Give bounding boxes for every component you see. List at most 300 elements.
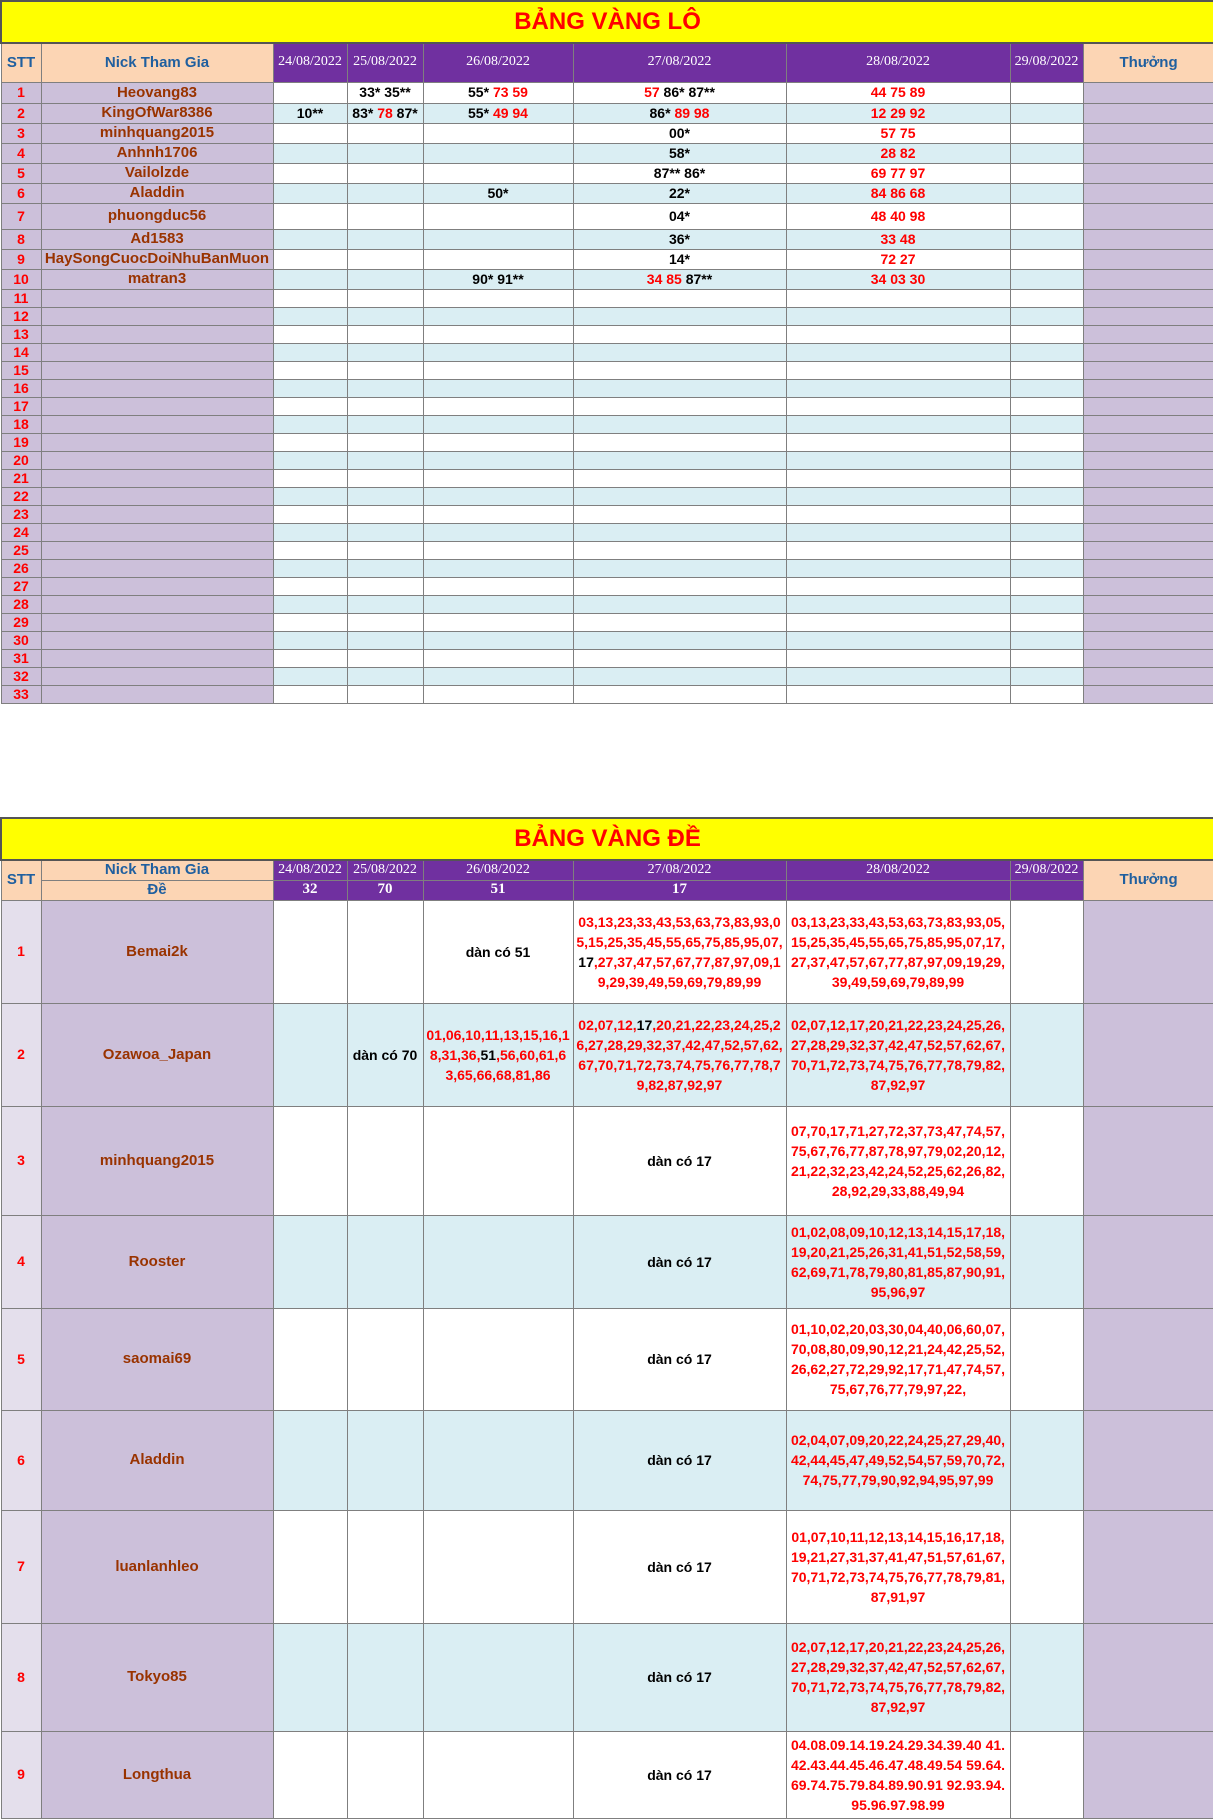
date-cell	[573, 183, 786, 203]
date-cell	[786, 103, 1010, 123]
date-cell	[573, 631, 786, 649]
date-cell	[273, 325, 347, 343]
date-cell	[786, 559, 1010, 577]
date-cell	[1010, 523, 1083, 541]
date-cell	[573, 379, 786, 397]
cell-segment: 55*	[468, 104, 493, 121]
cell-segment: 51	[480, 1046, 497, 1063]
nick-cell: saomai69	[41, 1308, 273, 1410]
stt-cell: 8	[1, 229, 41, 249]
date-cell	[1010, 415, 1083, 433]
date-cell	[273, 1308, 347, 1410]
date-cell	[1010, 649, 1083, 667]
date-cell	[347, 379, 423, 397]
date-cell	[423, 487, 573, 505]
stt-cell: 21	[1, 469, 41, 487]
lo-table-row	[1, 523, 1213, 541]
date-cell	[347, 361, 423, 379]
date-cell	[273, 1731, 347, 1818]
nick-cell	[41, 433, 273, 451]
nick-cell: KingOfWar8386	[41, 103, 273, 123]
date-cell	[1010, 325, 1083, 343]
date-cell	[1010, 667, 1083, 685]
prize-cell	[1083, 379, 1213, 397]
date-cell	[573, 1510, 786, 1623]
date-cell	[423, 325, 573, 343]
cell-segment: 04*	[668, 207, 691, 224]
lo-header-date: 24/08/2022	[273, 43, 347, 82]
prize-cell	[1083, 433, 1213, 451]
cell-segment: 03,13,23,33,43,53,63,73,83,93,05,15,25,35,45,55,65,75,85,95,07,17,27,37,47,57,67,77,87,97,09,19,29,39,49,59,69,79,89,99	[790, 913, 1006, 990]
date-cell	[1010, 289, 1083, 307]
cell-segment: 50*	[487, 184, 509, 201]
stt-cell: 25	[1, 541, 41, 559]
cell-segment: 55*	[468, 84, 493, 101]
date-cell	[1010, 1623, 1083, 1731]
date-cell	[786, 143, 1010, 163]
stt-cell: 7	[1, 1510, 41, 1623]
date-cell	[573, 559, 786, 577]
date-cell	[573, 469, 786, 487]
date-cell	[347, 900, 423, 1003]
date-cell	[786, 1003, 1010, 1106]
cell-segment: ,27,37,47,57,67,77,87,97,09,19,29,39,49,59,69,79,89,99	[593, 953, 781, 990]
lo-table-row	[1, 631, 1213, 649]
cell-segment: 07,70,17,71,27,72,37,73,47,74,57,75,67,76,77,87,78,97,79,02,20,12,21,22,32,23,42,24,52,25,62,26,82,28,92,29,33,88,49,94	[790, 1122, 1006, 1199]
date-cell	[1010, 685, 1083, 703]
lo-table-row	[1, 143, 1213, 163]
date-cell	[273, 451, 347, 469]
cell-segment: 17	[578, 953, 594, 970]
cell-segment: dàn có 51	[465, 943, 531, 960]
date-cell	[423, 361, 573, 379]
date-cell	[1010, 577, 1083, 595]
prize-cell	[1083, 343, 1213, 361]
date-cell	[347, 559, 423, 577]
de-header-date: 26/08/2022	[423, 860, 573, 880]
date-cell	[347, 1106, 423, 1215]
lo-table-row	[1, 451, 1213, 469]
prize-cell	[1083, 103, 1213, 123]
date-cell	[347, 505, 423, 523]
date-cell	[423, 649, 573, 667]
date-cell	[786, 123, 1010, 143]
date-cell	[1010, 1215, 1083, 1308]
de-header-date: 25/08/2022	[347, 860, 423, 880]
stt-cell: 2	[1, 1003, 41, 1106]
stt-cell: 11	[1, 289, 41, 307]
date-cell	[786, 1623, 1010, 1731]
date-cell	[423, 143, 573, 163]
nick-cell: Bemai2k	[41, 900, 273, 1003]
de-table-row	[1, 1215, 1213, 1308]
date-cell	[273, 469, 347, 487]
date-cell	[423, 203, 573, 229]
date-cell	[423, 1003, 573, 1106]
date-cell	[1010, 1106, 1083, 1215]
lo-table-row	[1, 183, 1213, 203]
nick-cell	[41, 667, 273, 685]
date-cell	[347, 595, 423, 613]
stt-cell: 29	[1, 613, 41, 631]
date-cell	[1010, 451, 1083, 469]
cell-segment: 33 48	[880, 230, 916, 247]
stt-cell: 4	[1, 143, 41, 163]
de-header-date: 24/08/2022	[273, 860, 347, 880]
cell-segment: 49 94	[492, 104, 528, 121]
stt-cell: 26	[1, 559, 41, 577]
de-header-date: 29/08/2022	[1010, 860, 1083, 880]
stt-cell: 7	[1, 203, 41, 229]
prize-cell	[1083, 1731, 1213, 1818]
date-cell	[573, 123, 786, 143]
nick-cell: minhquang2015	[41, 1106, 273, 1215]
lo-table-row	[1, 307, 1213, 325]
date-cell	[786, 433, 1010, 451]
date-cell	[423, 415, 573, 433]
date-cell	[573, 1215, 786, 1308]
date-cell	[273, 343, 347, 361]
cell-segment: dàn có 70	[352, 1046, 418, 1063]
date-cell	[273, 1215, 347, 1308]
cell-segment: dàn có 17	[647, 1669, 712, 1685]
cell-segment: dàn có 17	[647, 1351, 712, 1367]
date-cell	[573, 343, 786, 361]
cell-segment: dàn có 17	[647, 1558, 712, 1575]
date-cell	[1010, 143, 1083, 163]
prize-cell	[1083, 143, 1213, 163]
cell-segment: 58*	[668, 144, 691, 161]
date-cell	[786, 415, 1010, 433]
de-result	[1010, 880, 1083, 900]
date-cell	[273, 183, 347, 203]
date-cell	[273, 433, 347, 451]
prize-cell	[1083, 325, 1213, 343]
nick-cell: Heovang83	[41, 82, 273, 103]
date-cell	[1010, 631, 1083, 649]
cell-segment: 44 75 89	[870, 84, 926, 101]
date-cell	[347, 307, 423, 325]
date-cell	[347, 613, 423, 631]
nick-cell	[41, 307, 273, 325]
date-cell	[347, 325, 423, 343]
de-result: 51	[423, 880, 573, 900]
date-cell	[273, 1106, 347, 1215]
date-cell	[347, 82, 423, 103]
date-cell	[573, 203, 786, 229]
nick-cell: minhquang2015	[41, 123, 273, 143]
date-cell	[1010, 559, 1083, 577]
stt-cell: 6	[1, 183, 41, 203]
lo-table-row	[1, 469, 1213, 487]
nick-cell	[41, 613, 273, 631]
lo-table-row	[1, 397, 1213, 415]
date-cell	[347, 487, 423, 505]
date-cell	[1010, 103, 1083, 123]
date-cell	[1010, 343, 1083, 361]
nick-cell	[41, 469, 273, 487]
stt-cell: 15	[1, 361, 41, 379]
date-cell	[786, 523, 1010, 541]
date-cell	[423, 103, 573, 123]
de-result	[786, 880, 1010, 900]
date-cell	[347, 1215, 423, 1308]
nick-cell: Ad1583	[41, 229, 273, 249]
date-cell	[786, 203, 1010, 229]
date-cell	[423, 307, 573, 325]
nick-cell	[41, 505, 273, 523]
date-cell	[573, 307, 786, 325]
date-cell	[786, 397, 1010, 415]
date-cell	[786, 379, 1010, 397]
de-table-row	[1, 1308, 1213, 1410]
cell-segment: 04.08.09.14.19.24.29.34.39.40 41.42.43.44.45.46.47.48.49.54 59.64.69.74.75.79.84.89.90.91 92.93.94.95.96.97.98.99	[790, 1736, 1006, 1813]
date-cell	[786, 343, 1010, 361]
cell-segment: dàn có 17	[647, 1152, 712, 1169]
de-table-row	[1, 900, 1213, 1003]
date-cell	[423, 667, 573, 685]
cell-segment: 87**	[685, 270, 713, 287]
cell-segment: 01,06,10,11,13,15,16,18,31,36,	[426, 1026, 570, 1063]
date-cell	[273, 900, 347, 1003]
date-cell	[786, 1731, 1010, 1818]
cell-segment: 02,04,07,09,20,22,24,25,27,29,40,42,44,45,47,49,52,54,57,59,70,72,74,75,77,79,90,92,94,95,97,99	[790, 1432, 1006, 1488]
nick-cell	[41, 595, 273, 613]
nick-cell	[41, 379, 273, 397]
date-cell	[423, 163, 573, 183]
date-cell	[786, 595, 1010, 613]
prize-cell	[1083, 523, 1213, 541]
lo-table-row	[1, 379, 1213, 397]
prize-cell	[1083, 595, 1213, 613]
de-title: BẢNG VÀNG ĐỀ	[1, 818, 1213, 860]
stt-cell: 12	[1, 307, 41, 325]
date-cell	[347, 1510, 423, 1623]
date-cell	[573, 1410, 786, 1510]
date-cell	[573, 1308, 786, 1410]
date-cell	[573, 451, 786, 469]
lo-header-date: 25/08/2022	[347, 43, 423, 82]
date-cell	[423, 1106, 573, 1215]
cell-segment: 33* 35**	[359, 84, 411, 101]
date-cell	[1010, 82, 1083, 103]
date-cell	[273, 249, 347, 269]
nick-cell	[41, 541, 273, 559]
date-cell	[273, 82, 347, 103]
date-cell	[786, 269, 1010, 289]
date-cell	[1010, 123, 1083, 143]
nick-cell	[41, 649, 273, 667]
stt-cell: 16	[1, 379, 41, 397]
nick-cell: Aladdin	[41, 1410, 273, 1510]
nick-cell	[41, 343, 273, 361]
lo-title: BẢNG VÀNG LÔ	[1, 1, 1213, 43]
date-cell	[273, 1410, 347, 1510]
date-cell	[347, 433, 423, 451]
lo-header-stt: STT	[1, 43, 41, 82]
date-cell	[347, 203, 423, 229]
date-cell	[273, 487, 347, 505]
cell-segment: dàn có 17	[647, 1253, 712, 1270]
de-header-date: 27/08/2022	[573, 860, 786, 880]
lo-table-row	[1, 343, 1213, 361]
stt-cell: 30	[1, 631, 41, 649]
cell-segment: ,56,60,61,63,65,66,68,81,86	[445, 1046, 567, 1083]
prize-cell	[1083, 1410, 1213, 1510]
cell-segment: 83*	[352, 104, 378, 121]
cell-segment: ,20,21,22,23,24,25,26,27,28,29,32,37,42,47,52,57,62,67,70,71,72,73,74,75,76,77,78,79,82,87,92,97	[576, 1016, 783, 1093]
cell-segment: 72 27	[880, 250, 916, 267]
nick-cell	[41, 451, 273, 469]
prize-cell	[1083, 123, 1213, 143]
date-cell	[423, 469, 573, 487]
date-cell	[786, 900, 1010, 1003]
date-cell	[786, 685, 1010, 703]
cell-segment: 02,07,12,17,20,21,22,23,24,25,26,27,28,29,32,37,42,47,52,57,62,67,70,71,72,73,74,75,76,77,78,79,82,87,92,97	[790, 1016, 1006, 1093]
date-cell	[423, 1510, 573, 1623]
prize-cell	[1083, 469, 1213, 487]
date-cell	[573, 415, 786, 433]
prize-cell	[1083, 397, 1213, 415]
date-cell	[423, 229, 573, 249]
date-cell	[786, 1308, 1010, 1410]
date-cell	[423, 900, 573, 1003]
date-cell	[273, 307, 347, 325]
date-cell	[573, 103, 786, 123]
date-cell	[1010, 361, 1083, 379]
date-cell	[573, 269, 786, 289]
date-cell	[423, 559, 573, 577]
de-header-prize: Thưởng	[1083, 860, 1213, 900]
date-cell	[423, 1410, 573, 1510]
date-cell	[423, 433, 573, 451]
lo-table-row	[1, 433, 1213, 451]
nick-cell: Ozawoa_Japan	[41, 1003, 273, 1106]
cell-segment: 86*	[649, 104, 675, 121]
stt-cell: 1	[1, 900, 41, 1003]
cell-segment: 84 86 68	[870, 184, 926, 201]
date-cell	[786, 1410, 1010, 1510]
date-cell	[573, 505, 786, 523]
prize-cell	[1083, 183, 1213, 203]
date-cell	[423, 249, 573, 269]
date-cell	[423, 123, 573, 143]
lo-table-row	[1, 289, 1213, 307]
date-cell	[786, 289, 1010, 307]
date-cell	[347, 451, 423, 469]
prize-cell	[1083, 541, 1213, 559]
cell-segment: 28 82	[880, 144, 916, 161]
de-result: 70	[347, 880, 423, 900]
date-cell	[347, 649, 423, 667]
date-cell	[573, 1003, 786, 1106]
date-cell	[786, 163, 1010, 183]
date-cell	[423, 397, 573, 415]
date-cell	[786, 451, 1010, 469]
cell-segment: 87*	[396, 104, 418, 121]
cell-segment: 73 59	[492, 84, 528, 101]
date-cell	[347, 1308, 423, 1410]
de-header-nick: Nick Tham Gia	[41, 860, 273, 880]
date-cell	[347, 183, 423, 203]
cell-segment: 48 40 98	[870, 207, 926, 224]
date-cell	[347, 685, 423, 703]
de-header-stt: STT	[1, 860, 41, 900]
date-cell	[1010, 541, 1083, 559]
cell-segment: 00*	[668, 124, 691, 141]
date-cell	[1010, 307, 1083, 325]
date-cell	[1010, 1510, 1083, 1623]
date-cell	[1010, 229, 1083, 249]
date-cell	[786, 613, 1010, 631]
date-cell	[423, 595, 573, 613]
date-cell	[786, 1106, 1010, 1215]
date-cell	[423, 1215, 573, 1308]
date-cell	[573, 1731, 786, 1818]
date-cell	[347, 269, 423, 289]
date-cell	[347, 523, 423, 541]
de-result: 32	[273, 880, 347, 900]
stt-cell: 23	[1, 505, 41, 523]
nick-cell	[41, 523, 273, 541]
prize-cell	[1083, 451, 1213, 469]
stt-cell: 19	[1, 433, 41, 451]
lo-table-row	[1, 163, 1213, 183]
prize-cell	[1083, 1510, 1213, 1623]
stt-cell: 2	[1, 103, 41, 123]
date-cell	[573, 649, 786, 667]
prize-cell	[1083, 667, 1213, 685]
cell-segment: 57	[644, 84, 664, 101]
cell-segment: 34 85	[646, 270, 686, 287]
date-cell	[273, 667, 347, 685]
cell-segment: 90* 91**	[472, 270, 524, 287]
prize-cell	[1083, 249, 1213, 269]
date-cell	[347, 229, 423, 249]
nick-cell	[41, 577, 273, 595]
date-cell	[347, 249, 423, 269]
cell-segment: dàn có 17	[647, 1766, 712, 1783]
stt-cell: 5	[1, 1308, 41, 1410]
lo-table-row	[1, 82, 1213, 103]
date-cell	[1010, 269, 1083, 289]
date-cell	[273, 523, 347, 541]
date-cell	[273, 203, 347, 229]
date-cell	[786, 631, 1010, 649]
lo-table-row	[1, 229, 1213, 249]
date-cell	[273, 361, 347, 379]
date-cell	[1010, 249, 1083, 269]
lo-header-date: 28/08/2022	[786, 43, 1010, 82]
nick-cell	[41, 487, 273, 505]
date-cell	[786, 183, 1010, 203]
prize-cell	[1083, 649, 1213, 667]
nick-cell	[41, 685, 273, 703]
prize-cell	[1083, 505, 1213, 523]
date-cell	[786, 487, 1010, 505]
stt-cell: 10	[1, 269, 41, 289]
cell-segment: 02,07,12,	[578, 1016, 637, 1033]
date-cell	[1010, 433, 1083, 451]
stt-cell: 32	[1, 667, 41, 685]
date-cell	[573, 143, 786, 163]
date-cell	[273, 143, 347, 163]
date-cell	[423, 505, 573, 523]
date-cell	[573, 433, 786, 451]
nick-cell: Vailolzde	[41, 163, 273, 183]
date-cell	[347, 1003, 423, 1106]
lo-table-row	[1, 103, 1213, 123]
